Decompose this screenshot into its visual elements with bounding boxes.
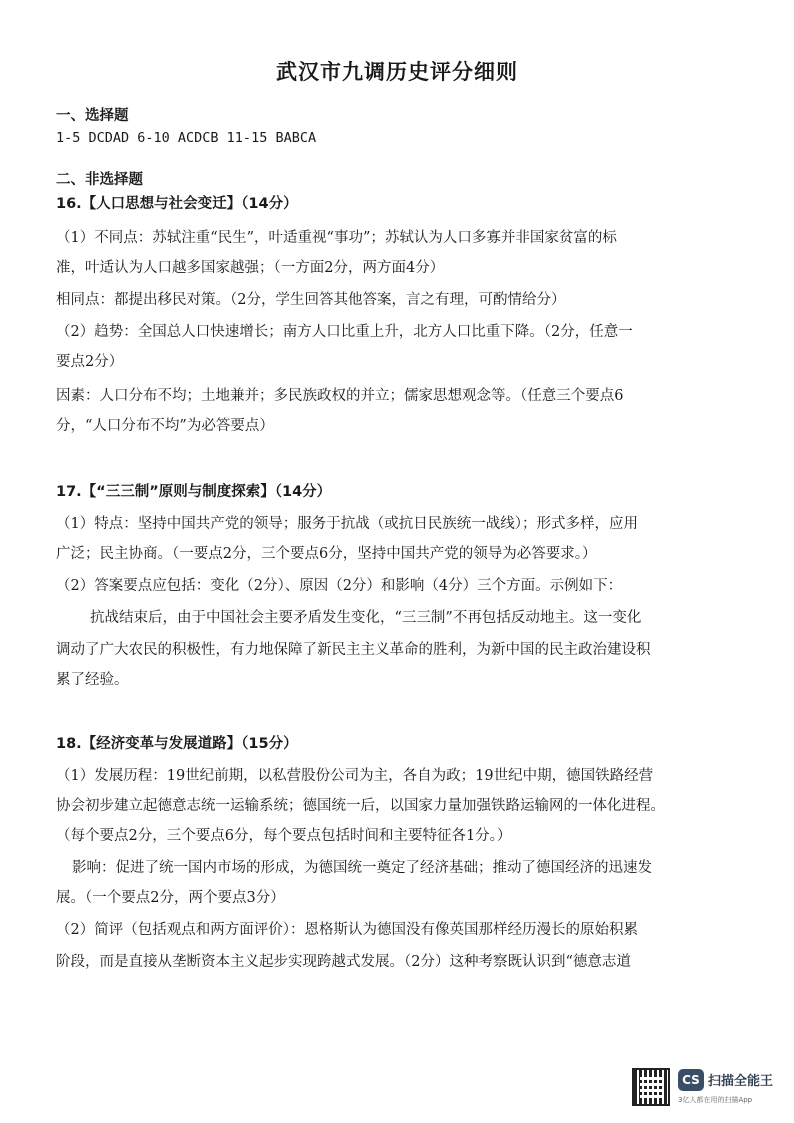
q18-line: 影响：促进了统一国内市场的形成，为德国统一奠定了经济基础；推动了德国经济的迅速发 — [72, 860, 652, 876]
q18-line: （2）简评（包括观点和两方面评价）：恩格斯认为德国没有像英国那样经历漫长的原始积累 — [56, 922, 638, 938]
q17-line: 调动了广大农民的积极性，有力地保障了新民主主义革命的胜利，为新中国的民主政治建设积 — [56, 642, 651, 658]
camscanner-logo: CS — [678, 1069, 704, 1091]
q16-heading: 16.【人口思想与社会变迁】（14分） — [56, 196, 298, 212]
scanner-watermark — [632, 1066, 777, 1110]
choice-answers: 1-5 DCDAD 6-10 ACDCB 11-15 BABCA — [56, 130, 317, 146]
q18-line: （每个要点2分，三个要点6分，每个要点包括时间和主要特征各1分。） — [56, 828, 512, 844]
q17-line: （2）答案要点应包括：变化（2分）、原因（2分）和影响（4分）三个方面。示例如下： — [56, 578, 623, 594]
qr-code-icon — [632, 1068, 670, 1106]
section2-heading: 二、非选择题 — [56, 172, 143, 188]
q17-line: 广泛；民主协商。（一要点2分，三个要点6分，坚持中国共产党的领导为必答要求。） — [56, 546, 597, 562]
q16-line: 相同点：都提出移民对策。（2分，学生回答其他答案，言之有理，可酌情给分） — [56, 292, 566, 308]
page-title: 武汉市九调历史评分细则 — [276, 60, 518, 84]
q17-line: （1）特点：坚持中国共产党的领导；服务于抗战（或抗日民族统一战线）；形式多样，应用 — [56, 516, 638, 532]
q18-heading: 18.【经济变革与发展道路】（15分） — [56, 736, 298, 752]
q16-line: 因素：人口分布不均；土地兼并；多民族政权的并立；儒家思想观念等。（任意三个要点6 — [56, 388, 624, 404]
q18-line: 阶段，而是直接从垄断资本主义起步实现跨越式发展。（2分）这种考察既认识到“德意志道 — [56, 954, 631, 970]
q16-line: （2）趋势：全国总人口快速增长；南方人口比重上升，北方人口比重下降。（2分，任意一 — [56, 324, 633, 340]
q17-line: 抗战结束后，由于中国社会主要矛盾发生变化，“三三制”不再包括反动地主。这一变化 — [90, 610, 642, 626]
app-name: 扫描全能王 — [708, 1074, 774, 1089]
q17-heading: 17.【“三三制”原则与制度探索】（14分） — [56, 484, 332, 500]
q18-line: 展。（一个要点2分，两个要点3分） — [56, 890, 285, 906]
q16-line: 准，叶适认为人口越多国家越强；（一方面2分，两方面4分） — [56, 260, 445, 276]
section1-heading: 一、选择题 — [56, 108, 129, 124]
q18-line: （1）发展历程：19世纪前期，以私营股份公司为主，各自为政；19世纪中期，德国铁路经营 — [56, 768, 654, 784]
q17-line: 累了经验。 — [56, 672, 129, 688]
q16-line: 要点2分） — [56, 354, 124, 370]
q18-line: 协会初步建立起德意志统一运输系统；德国统一后，以国家力量加强铁路运输网的一体化进程。 — [56, 798, 665, 814]
app-tagline: 3亿人都在用的扫描App — [678, 1096, 753, 1104]
q16-line: 分，“人口分布不均”为必答要点） — [56, 418, 274, 434]
q16-line: （1）不同点：苏轼注重“民生”，叶适重视“事功”；苏轼认为人口多寡并非国家贫富的标 — [56, 230, 617, 246]
